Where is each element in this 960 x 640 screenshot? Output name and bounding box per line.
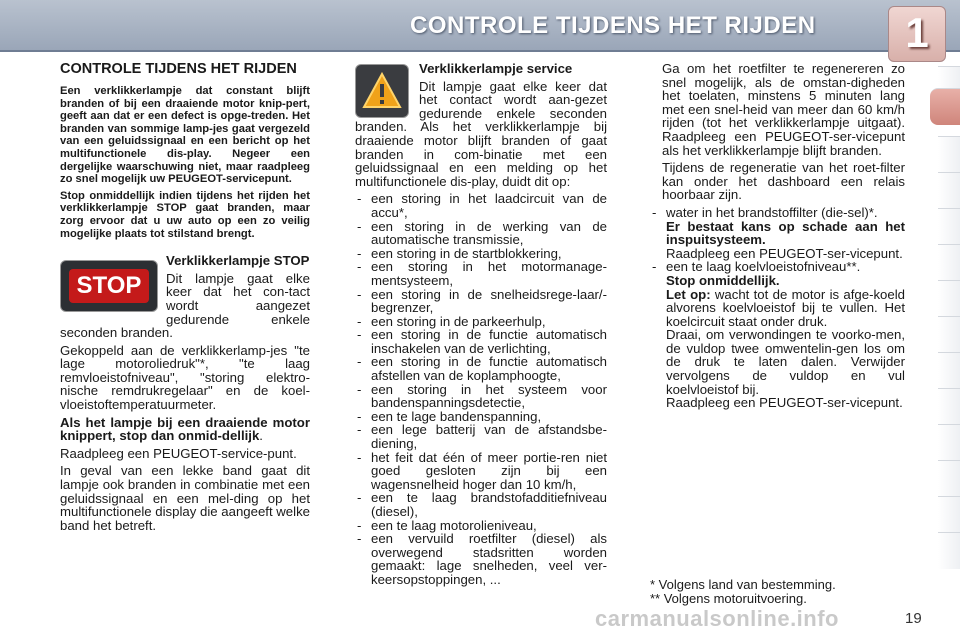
stop-immediately: Stop onmiddellijk. bbox=[666, 272, 780, 288]
column-2 bbox=[355, 62, 607, 587]
list-item: - een vervuild roetfilter (diesel) als overwegend stadsritten worden gemaakt: lage snelheden, veel ver-keersopstoppingen, ... bbox=[355, 532, 607, 586]
caution-text: wacht tot de motor is afge-koeld alvorens koelvloeistof bij te vullen. Het koelcircuit staat onder druk. bbox=[666, 286, 905, 329]
side-tab[interactable] bbox=[938, 496, 960, 533]
page-header bbox=[0, 0, 960, 66]
list-item bbox=[650, 206, 905, 260]
footnotes bbox=[650, 578, 905, 606]
list-item: - een storing in de startblokkering, bbox=[355, 247, 607, 261]
list-item: - een storing in het laadcircuit van de accu*, bbox=[355, 192, 607, 219]
regeneration-relay: Tijdens de regeneratie van het roet-filter kan onder het dashboard een relais hoorbaar zijn. bbox=[662, 160, 905, 203]
service-lamp-text: Dit lampje gaat elke keer dat het contact wordt aan-gezet gedurende enkele seconden branden. Als het verklikkerlampje bij draaiende motor blijft branden of gaat branden in com-binatie met een geluidssignaal en een melding op het multifunctionele dis-play, duidt dit op: bbox=[355, 78, 607, 189]
side-tab[interactable] bbox=[938, 532, 960, 569]
list-item: - een storing in de snelheidsrege-laar/-begrenzer, bbox=[355, 288, 607, 315]
list-item: - een storing in de werking van de automatische transmissie, bbox=[355, 220, 607, 247]
fuel-filter-consult: Raadpleeg een PEUGEOT-ser-vicepunt. bbox=[666, 245, 903, 261]
side-tab-active[interactable] bbox=[930, 88, 960, 125]
list-item: - een lege batterij van de afstandsbe-diening, bbox=[355, 423, 607, 450]
list-item: - een storing in het systeem voor bandenspanningsdetectie, bbox=[355, 383, 607, 410]
chapter-badge bbox=[888, 6, 946, 62]
stop-lamp-linked: Gekoppeld aan de verklikkerlamp-jes "te lage motoroliedruk"*, "te laag remvloeistofniveau", "storing elektro-nische remdrukregelaar" en de koel-vloeistoftemperatuurmeter. bbox=[60, 342, 310, 413]
list-item: - een storing in de functie automatisch afstellen van de koplamphoogte, bbox=[355, 355, 607, 382]
warning-triangle-icon bbox=[360, 69, 404, 113]
list-item: - een te laag motorolieniveau, bbox=[355, 519, 607, 533]
side-tab[interactable] bbox=[938, 136, 960, 173]
stop-lamp-blink bbox=[60, 416, 310, 443]
service-warning-icon bbox=[355, 64, 409, 118]
regeneration-text: Ga om het roetfilter te regenereren zo snel mogelijk, als de omstan-digheden het toelaten, minstens 5 minuten lang met een snel-heid van meer dan 60 km/h rijden (tot het verklikkerlampje uitgaat). Raadpleeg een PEUGEOT-ser-vicepunt als het verklikkerlampje blijft branden. bbox=[662, 61, 905, 158]
stop-lamp-blink-bold: Als het lampje bij een draaiende motor knippert, stop dan onmid-dellijk bbox=[60, 414, 310, 444]
intro-warning: Een verklikkerlampje dat constant blijft branden of bij een draaiende motor knip-pert, geeft aan dat er een defect is opge-treden. Het branden van sommige lamp-jes gaat vergezeld van een geluidssignaal en een bericht op het multifunctionele dis-play. Negeer een dergelijke waarschuwing niet, maar raadpleeg zo snel mogelijk uw PEUGEOT-servicepunt. bbox=[60, 85, 310, 186]
page-number: 19 bbox=[905, 610, 922, 627]
side-tab[interactable] bbox=[938, 172, 960, 209]
column-3 bbox=[650, 62, 905, 410]
side-tab[interactable] bbox=[938, 388, 960, 425]
injection-damage-warning: Er bestaat kans op schade aan het inspuitsysteem. bbox=[666, 218, 905, 248]
service-fault-list bbox=[355, 192, 607, 586]
stop-warning-icon bbox=[60, 260, 158, 312]
list-item: - een storing in de parkeerhulp, bbox=[355, 315, 607, 329]
stop-icon-label: STOP bbox=[69, 269, 149, 303]
stop-lamp-blink-end: . bbox=[259, 428, 263, 444]
filler-cap-instructions: Draai, om verwondingen te voorko-men, de vuldop twee omwentelin-gen los om de druk te laten dalen. Verwijder vervolgens de vuldop en vul koelvloeistof bij. bbox=[666, 327, 905, 397]
coolant-level: een te laag koelvloeistofniveau**. bbox=[666, 259, 861, 275]
list-item: - een te lage bandenspanning, bbox=[355, 410, 607, 424]
side-tab[interactable] bbox=[938, 316, 960, 353]
coolant-consult: Raadpleeg een PEUGEOT-ser-vicepunt. bbox=[666, 395, 903, 411]
side-tab[interactable] bbox=[938, 424, 960, 461]
page-title: CONTROLE TIJDENS HET RIJDEN bbox=[410, 12, 816, 39]
list-item bbox=[650, 260, 905, 410]
section-heading: CONTROLE TIJDENS HET RIJDEN bbox=[60, 61, 297, 77]
side-tab[interactable] bbox=[938, 244, 960, 281]
footnote-1: * Volgens land van bestemming. bbox=[650, 577, 836, 592]
stop-lamp-heading: Verklikkerlampje STOP bbox=[166, 253, 310, 269]
fuel-filter-water: water in het brandstoffilter (die-sel)*. bbox=[666, 204, 878, 220]
service-lamp-heading: Verklikkerlampje service bbox=[419, 61, 573, 76]
chapter-side-tabs bbox=[934, 66, 960, 606]
side-tab[interactable] bbox=[938, 460, 960, 497]
side-tab[interactable] bbox=[938, 280, 960, 317]
footnote-2: ** Volgens motoruitvoering. bbox=[650, 591, 807, 606]
column-1 bbox=[60, 62, 310, 536]
side-tab[interactable] bbox=[938, 352, 960, 389]
list-item: - een storing in de functie automatisch inschakelen van de verlichting, bbox=[355, 328, 607, 355]
side-tab[interactable] bbox=[938, 208, 960, 245]
stop-lamp-tyre: In geval van een lekke band gaat dit lampje ook branden in combinatie met een geluidssignaal en een mel-ding op het multifunctionele display die aangeeft welke band het betreft. bbox=[60, 463, 310, 533]
stop-lamp-consult: Raadpleeg een PEUGEOT-service-punt. bbox=[60, 445, 297, 461]
list-item: - een storing in het motormanage-mentsysteem, bbox=[355, 260, 607, 287]
list-item: - een te laag brandstofadditiefniveau (diesel), bbox=[355, 491, 607, 518]
list-item: - het feit dat één of meer portie-ren niet goed gesloten zijn bij een wagensnelheid hoger dan 10 km/h, bbox=[355, 451, 607, 492]
watermark: carmanualsonline.info bbox=[595, 606, 839, 631]
service-fault-list-cont bbox=[650, 206, 905, 410]
stop-lamp-text: Dit lampje gaat elke keer dat het con-tact wordt aangezet gedurende enkele seconden branden. bbox=[60, 270, 310, 341]
chapter-number: 1 bbox=[905, 9, 929, 56]
caution-label: Let op: bbox=[666, 286, 711, 302]
intro-stop-warning: Stop onmiddellijk indien tijdens het rijden het verklikkerlampje STOP gaat branden, maar zorg ervoor dat u uw auto op een zo veilig mogelijke plaats tot stilstand brengt. bbox=[60, 189, 310, 240]
